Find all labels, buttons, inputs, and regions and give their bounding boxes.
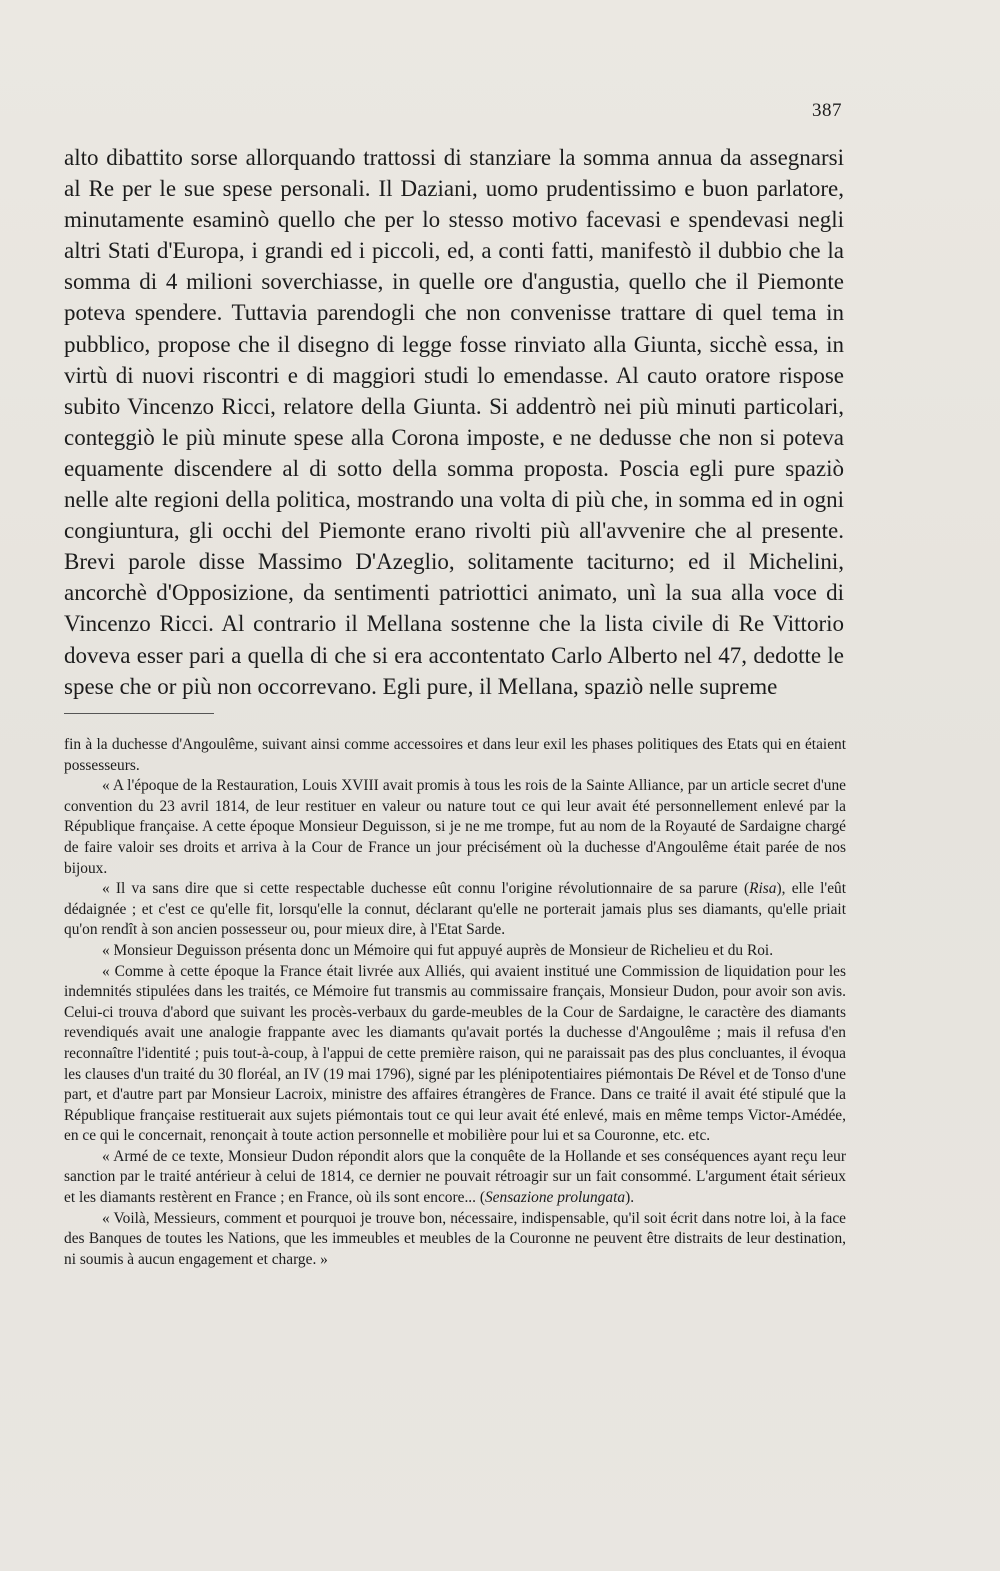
footnote-3-italic: Risa xyxy=(749,880,777,898)
main-body-text xyxy=(64,142,844,702)
footnote-paragraph-5: « Comme à cette époque la France était livrée aux Alliés, qui avaient institué une Commission de liquidation pour les indemnités stipulées dans les traités, ce Mémoire fut transmis au commissaire français, Monsieur Dudon, pour avoir son avis. Celui-ci trouva d'abord que suivant les procès-verbaux du garde-meubles de la Cour de Sardaigne, le caractère des diamants revendiqués avait une analogie frappante avec les diamants qu'avait portés la duchesse d'Angoulême ; mais il refusa d'en reconnaître l'identité ; puis tout-à-coup, à l'appui de cette première raison, qui ne paraissait pas des plus concluantes, il évoqua les clauses d'un traité du 30 floréal, an IV (19 mai 1796), signé par les plénipotentiaires piémontais De Rével et de Tonso d'une part, et d'autre part par Monsieur Lacroix, ministre des affaires étrangères de France. Dans ce traité il avait été stipulé que la République française restituerait aux sujets piémontais tout ce qui leur avait été enlevé, mais en même temps Victor-Amédée, en ce qui le concernait, renonçait à toute action personnelle et mobilière pour lui et sa Couronne, etc. etc. xyxy=(64,962,846,1145)
footnote-3-text-b: ), elle l'eût dédaignée ; et c'est ce qu'elle fit, lorsqu'elle la connut, déclarant qu'elle ne porterait jamais plus ses diamants, qu'elle priait qu'on rendît à son ancien possesseur ou, pour mieux dire, à l'Etat Sarde. xyxy=(64,880,846,939)
footnote-paragraph-3 xyxy=(64,879,846,941)
footnote-6-italic: Sensazione prolungata xyxy=(484,1189,626,1207)
footnote-separator xyxy=(64,713,214,714)
body-paragraph: alto dibattito sorse allorquando trattossi di stanziare la somma annua da assegnarsi al Re per le sue spese personali. Il Daziani, uomo prudentissimo e buon parlatore, minutamente esaminò quello che per lo stesso motivo facevasi e spendevasi negli altri Stati d'Europa, i grandi ed i piccoli, ed, a conti fatti, manifestò il dubbio che la somma di 4 milioni soverchiasse, in quelle ore d'angustia, quello che il Piemonte poteva spendere. Tuttavia parendogli che non convenisse trattare di quel tema in pubblico, propose che il disegno di legge fosse rinviato alla Giunta, sicchè essa, in virtù di nuovi riscontri e di maggiori studi lo emendasse. Al cauto oratore rispose subito Vincenzo Ricci, relatore della Giunta. Si addentrò nei più minuti particolari, conteggiò le più minute spese alla Corona imposte, e ne dedusse che non si poteva equamente discendere al di sotto della somma proposta. Poscia egli pure spaziò nelle alte regioni della politica, mostrando una volta di più che, in somma ed in ogni congiuntura, gli occhi del Piemonte erano rivolti più all'avvenire che al presente. Brevi parole disse Massimo D'Azeglio, solitamente taciturno; ed il Michelini, ancorchè d'Opposizione, da sentimenti patriottici animato, unì la sua alla voce di Vincenzo Ricci. Al contrario il Mellana sostenne che la lista civile di Re Vittorio doveva esser pari a quella di che si era accontentato Carlo Alberto nel 47, dedotte le spese che or più non occorrevano. Egli pure, il Mellana, spaziò nelle supreme xyxy=(64,145,844,699)
footnote-6-text-b: ). xyxy=(625,1189,635,1207)
page-number: 387 xyxy=(812,100,842,121)
footnotes-block xyxy=(64,735,846,1270)
footnote-paragraph-2: « A l'époque de la Restauration, Louis XVIII avait promis à tous les rois de la Sainte Alliance, par un article secret d'une convention du 23 avril 1814, de leur restituer en valeur ou nature tout ce qui leur avait été personnellement enlevé par la République française. A cette époque Monsieur Deguisson, si je ne me trompe, fut au nom de la Royauté de Sardaigne chargé de faire valoir ses droits et arriva à la Cour de France un jour précisément où la duchesse d'Angoulême était parée de nos bijoux. xyxy=(64,777,846,877)
footnote-paragraph-7: « Voilà, Messieurs, comment et pourquoi je trouve bon, nécessaire, indispensable, qu'il soit écrit dans notre loi, à la face des Banques de toutes les Nations, que les immeubles et meubles de la Couronne ne peuvent être distraits de leur destination, ni soumis à aucun engagement et charge. » xyxy=(64,1209,846,1268)
footnote-paragraph-1: fin à la duchesse d'Angoulême, suivant ainsi comme accessoires et dans leur exil les phases politiques des Etats qui en étaient possesseurs. xyxy=(64,736,846,774)
footnote-6-text-a: « Armé de ce texte, Monsieur Dudon répondit alors que la conquête de la Hollande et ses conséquences ayant reçu leur sanction par le traité antérieur à celui de 1814, ce dernier ne pouvait rétroagir sur un fait consommé. L'argument était sérieux et les diamants restèrent en France ; en France, où ils sont encore... ( xyxy=(64,1147,846,1207)
footnote-paragraph-4: « Monsieur Deguisson présenta donc un Mémoire qui fut appuyé auprès de Monsieur de Richelieu et du Roi. xyxy=(102,941,774,959)
footnote-3-text-a: « Il va sans dire que si cette respectable duchesse eût connu l'origine révolutionnaire de sa parure ( xyxy=(102,880,750,898)
footnote-paragraph-6 xyxy=(64,1147,846,1209)
